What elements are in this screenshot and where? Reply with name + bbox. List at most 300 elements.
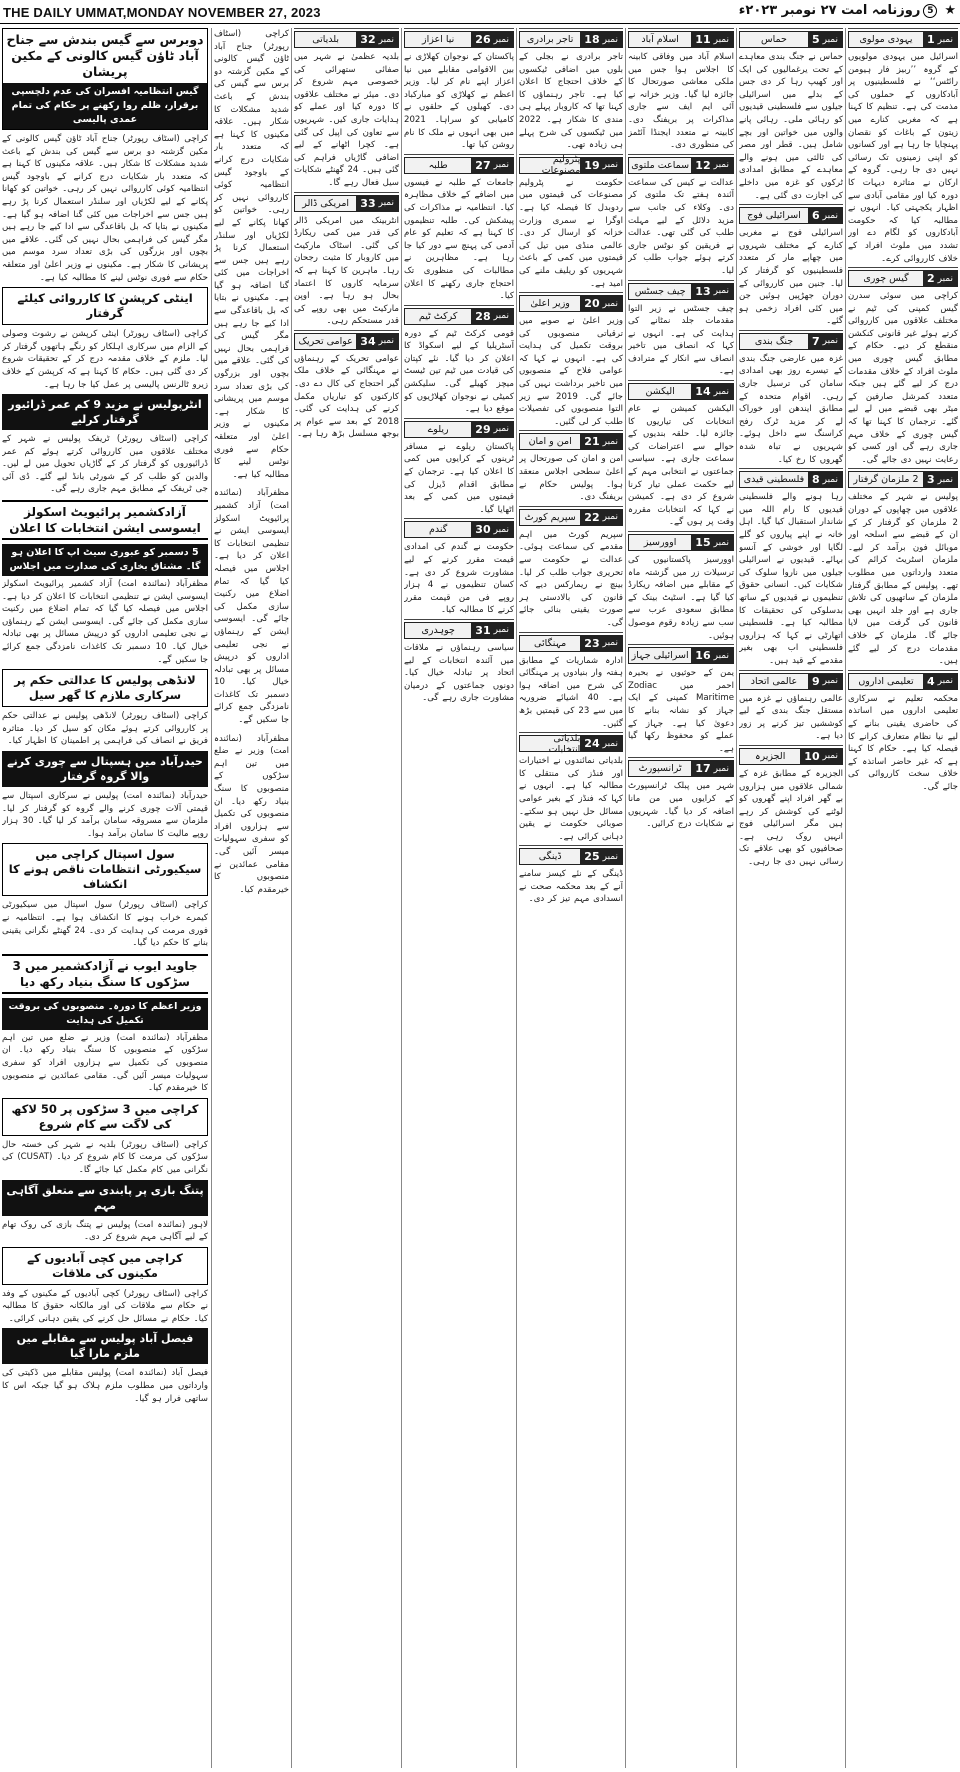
news-brief-number-value: 9: [811, 674, 820, 688]
story-band-1-headline: آزادکشمیر پرائیویٹ اسکولز ایسوسی ایشن انتخابات کا اعلان: [9, 505, 201, 536]
story-band-1-body: مظفرآباد (نمائندہ امت) آزاد کشمیر پرائیویٹ اسکولز ایسوسی ایشن نے تنظیمی انتخابات کا اعلان کر دیا ہے۔ اجلاس میں فیصلہ کیا گیا کہ تمام اضلاع میں رکنیت سازی مکمل کی جائے گی۔ ایسوسی ایشن کے رہنماؤں نے نجی تعلیمی اداروں کو درپیش مسائل پر بھی تبادلہ خیال کیا۔ 10 دسمبر تک کاغذات نامزدگی جمع کرائے جا سکیں گے۔: [2, 579, 208, 665]
news-brief: [739, 670, 843, 743]
news-brief: [519, 292, 623, 428]
news-brief-header: [404, 521, 514, 538]
news-brief-header: [519, 732, 623, 755]
news-brief-number-label: نمبر: [822, 336, 838, 347]
masthead-urdu-text: روزنامہ امت ۲۷ نومبر ۲۰۲۳ء: [738, 3, 921, 18]
news-brief: [739, 330, 843, 466]
news-brief-topic: جنگ بندی: [740, 334, 808, 349]
news-brief-header: [628, 157, 734, 174]
news-brief: [628, 757, 734, 830]
story-box-2-body: کراچی (اسٹاف رپورٹر) لانڈھی پولیس نے عدالتی حکم پر کارروائی کرتے ہوئے مکان کو سیل کر دیا۔ متاثرہ فریق نے انصاف کی فراہمی پر اطمینان کا اظہار کیا۔: [2, 711, 208, 747]
news-brief-number-value: 1: [926, 33, 935, 46]
news-brief-header: [404, 157, 514, 174]
news-brief-body: غزہ میں عارضی جنگ بندی کے تیسرے روز بھی امدادی سامان کی ترسیل جاری رہی۔ اقوام متحدہ کے مطابق ایندھن اور خوراک لے کر مزید ٹرک رفح کراسنگ سے داخل ہوئے۔ شہریوں نے تباہ شدہ گھروں کا رخ کیا۔: [739, 353, 843, 465]
news-brief-body: اوورسیز پاکستانیوں کی ترسیلات زر میں گزشتہ ماہ کے مقابلے میں اضافہ ریکارڈ کیا گیا ہے۔ اسٹیٹ بینک کے مطابق سعودی عرب سے سب سے زیادہ رقوم موصول ہوئیں۔: [628, 555, 734, 641]
news-brief-header: [628, 760, 734, 777]
story-black-3: [2, 1180, 208, 1216]
news-brief-body: پاکستان کے نوجوان کھلاڑی نے بین الاقوامی مقابلے میں نیا اعزاز اپنے نام کر لیا۔ وزیر اعظم نے کھلاڑی کو مبارکباد دی۔ کھیلوں کے حلقوں نے کامیابی کو سراہا۔ 2021 میں بھی انہوں نے ملک کا نام روشن کیا تھا۔: [404, 52, 514, 151]
news-brief-topic: الجزیرہ: [740, 749, 800, 764]
news-brief-body: بلدیہ عظمیٰ نے شہر میں صفائی ستھرائی کی خصوصی مہم شروع کر دی۔ میئر نے مختلف علاقوں کا دورہ کیا اور عملے کو ہدایات جاری کیں۔ شہریوں سے تعاون کی اپیل کی گئی ہے۔ کچرا اٹھانے کے لیے اضافی گاڑیاں فراہم کی گئی ہیں۔ 24 گھنٹے شکایات سیل فعال رہے گا۔: [294, 52, 399, 188]
news-brief-number: [471, 522, 513, 537]
news-brief-number-value: 23: [584, 636, 600, 650]
news-brief-number-label: نمبر: [602, 160, 618, 171]
news-brief-number-label: نمبر: [493, 424, 509, 435]
news-brief-body: عدالت نے کیس کی سماعت آئندہ ہفتے تک ملتوی کر دی۔ وکلاء کی جانب سے مزید دلائل کے لیے مہلت طلب کی گئی تھی۔ عدالت نے فریقین کو نوٹس جاری کرتے ہوئے جواب طلب کر لیا۔: [628, 177, 734, 276]
story-black-4-headline: فیصل آباد پولیس سے مقابلے میں ملزم مارا گیا: [16, 1332, 194, 1361]
story-black-3-headline: پتنگ بازی پر پابندی سے متعلق آگاہی مہم: [6, 1183, 204, 1212]
news-brief-number-value: 27: [475, 158, 491, 172]
news-brief-number: [691, 535, 733, 550]
news-brief-topic: وزیر اعلیٰ: [520, 296, 580, 311]
news-brief-number: [580, 636, 622, 651]
news-brief-topic: اسلام آباد: [629, 32, 691, 47]
news-brief-number: [691, 158, 733, 173]
news-brief-number: [923, 674, 957, 689]
news-brief-body: امن و امان کی صورتحال پر اعلیٰ سطحی اجلاس منعقد ہوا۔ پولیس حکام نے بریفنگ دی۔: [519, 454, 623, 503]
news-brief-topic: تعلیمی اداروں: [849, 674, 923, 689]
news-brief-topic: طلبہ: [405, 158, 471, 173]
briefs-col6: [628, 28, 734, 831]
story-band-1-strap: 5 دسمبر کو عبوری سیٹ اپ کا اعلان ہو گا۔ مشتاق بخاری کی صدارت میں اجلاس: [2, 544, 208, 576]
news-brief: [628, 280, 734, 379]
news-brief: [739, 28, 843, 202]
news-brief-number-value: 13: [695, 284, 711, 298]
news-brief: [628, 531, 734, 642]
news-brief-number-value: 29: [475, 422, 491, 436]
news-brief-number-label: نمبر: [602, 638, 618, 649]
briefs-col5: [519, 28, 623, 906]
news-brief-header: [848, 31, 958, 48]
story-black-3-body: لاہور (نمائندہ امت) پولیس نے پتنگ بازی کی روک تھام کے لیے آگاہی مہم شروع کر دی۔: [2, 1219, 208, 1243]
news-brief-header: [519, 154, 623, 177]
news-brief-number-value: 11: [695, 33, 711, 46]
news-brief-number-label: نمبر: [602, 851, 618, 862]
news-brief-number-value: 14: [695, 385, 711, 399]
briefs-col7: [739, 28, 843, 869]
news-brief-number: [691, 284, 733, 299]
news-brief-body: اسرائیلی فوج نے مغربی کنارے کے مختلف شہروں میں چھاپے مار کر متعدد فلسطینیوں کو گرفتار کر لیا۔ جنین میں کارروائی کے دوران جھڑپیں ہوئیں جن میں کئی افراد زخمی ہو گئے۔: [739, 228, 843, 327]
briefs-col3: [294, 28, 399, 441]
news-brief: [848, 267, 958, 466]
news-brief: [628, 28, 734, 152]
news-brief-topic: مہنگائی: [520, 636, 580, 651]
news-brief-header: [739, 748, 843, 765]
news-brief: [404, 518, 514, 617]
news-brief-number-label: نمبر: [822, 34, 838, 45]
column-4: [404, 28, 514, 1768]
news-brief-body: کراچی میں سوئی سدرن گیس کمپنی کی ٹیم نے مختلف علاقوں میں کارروائی کرتے ہوئے غیر قانونی کنکشن منقطع کر دیے۔ حکام کے مطابق گیس چوری میں ملوث افراد کے خلاف مقدمات درج کر لیے گئے ہیں جبکہ متعدد کمرشل صارفین کے میٹر بھی قبضے میں لے لیے گئے۔ ترجمان کا کہنا تھا کہ گیس چوری کے خلاف مہم جاری رہے گی اور کسی کو رعایت نہیں دی جائے گی۔: [848, 291, 958, 465]
news-brief: [404, 305, 514, 416]
news-brief-number: [471, 158, 513, 173]
news-brief-body: پولیس نے شہر کے مختلف علاقوں میں چھاپوں کے دوران 2 ملزمان کو گرفتار کر کے ان کے قبضے سے اسلحہ اور موبائل فون برآمد کر لیے۔ ملزمان اسٹریٹ کرائم کی متعدد وارداتوں میں مطلوب تھے۔ پولیس کے مطابق گرفتار ملزمان کے ساتھیوں کی تلاش جاری ہے اور جلد انہیں بھی قانون کی گرفت میں لایا جائے گا۔ ملزمان کے خلاف مقدمات درج کر لیے گئے ہیں۔: [848, 492, 958, 667]
news-brief-topic: اسرائیلی فوج: [740, 208, 808, 223]
masthead: [0, 0, 960, 24]
news-brief-number-value: 2: [926, 272, 935, 286]
news-brief-number: [471, 32, 513, 47]
news-brief-number-value: 28: [475, 309, 491, 323]
news-brief-number-label: نمبر: [493, 625, 509, 636]
newspaper-page: [2, 28, 958, 1768]
news-brief-topic: گندم: [405, 522, 471, 537]
news-brief-topic: سماعت ملتوی: [629, 158, 691, 173]
story-black-1-headline: انٹرپولیس نے مزید 9 کم عمر ڈرائیور گرفتار کرلیے: [8, 398, 202, 427]
news-brief-header: [848, 471, 958, 488]
column-7: [739, 28, 843, 1768]
news-brief-number: [923, 271, 957, 286]
news-brief-number-label: نمبر: [822, 474, 838, 485]
news-brief-number-label: نمبر: [822, 751, 838, 762]
news-brief-topic: ریلوے: [405, 422, 471, 437]
news-brief: [628, 154, 734, 278]
news-brief-body: محکمہ تعلیم نے سرکاری تعلیمی اداروں میں اساتذہ کی حاضری یقینی بنانے کے لیے نیا نظام متعارف کرانے کا فیصلہ کیا ہے۔ حکام کا کہنا ہے کہ غیر حاضر اساتذہ کے خلاف سخت کارروائی کی جائے گی۔: [848, 693, 958, 792]
news-brief: [739, 204, 843, 328]
news-brief-number: [471, 422, 513, 437]
story-black-2-headline: حیدرآباد میں ہسپتال سے چوری کرنے والا گروہ گرفتار: [7, 755, 203, 783]
news-brief-number-label: نمبر: [378, 336, 394, 347]
news-brief-number-value: 20: [584, 297, 600, 311]
news-brief-topic: ٹرانسپورٹ: [629, 761, 691, 776]
story-box-5-headline: کراچی میں کچی آبادیوں کے مکینوں کی ملاقات: [27, 1250, 183, 1280]
lead-story: [2, 28, 208, 130]
news-brief-number-value: 30: [475, 523, 491, 537]
news-brief-topic: چیف جسٹس: [629, 284, 691, 299]
news-brief: [519, 845, 623, 906]
news-brief-body: اسرائیل میں یہودی مولویوں کے گروہ ’’ربیز فار ہیومن رائٹس‘‘ نے فلسطینیوں پر آبادکاروں کے حملوں کی مذمت کی ہے۔ تنظیم کا کہنا ہے کہ مغربی کنارے میں زیتون کے باغات کو نقصان پہنچایا جا رہا ہے اور کسانوں کو اپنی زمینوں تک رسائی نہیں دی جا رہی۔ گروہ کے ارکان نے متاثرہ دیہات کا دورہ کیا اور مقامی آبادی سے اظہار یکجہتی کیا۔ انہوں نے مطالبہ کیا کہ حکومت آبادکاروں کو لگام دے اور تشدد میں ملوث افراد کے خلاف کارروائی کرے۔: [848, 52, 958, 264]
news-brief-number-value: 17: [695, 762, 711, 776]
news-brief-number-label: نمبر: [713, 537, 729, 548]
news-brief-number-value: 3: [926, 473, 935, 487]
news-brief-body: سپریم کورٹ میں اہم مقدمے کی سماعت ہوئی۔ عدالت نے حکومت سے تحریری جواب طلب کر لیا۔ بینچ نے ریمارکس دیے کہ قانون کی بالادستی ہر صورت یقینی بنائی جائے گی۔: [519, 529, 623, 628]
news-brief-body: ڈینگی کے نئے کیسز سامنے آنے کے بعد محکمہ صحت نے انسدادی مہم تیز کر دی۔: [519, 869, 623, 905]
news-brief-number-label: نمبر: [602, 512, 618, 523]
news-brief-number-label: نمبر: [493, 524, 509, 535]
news-brief-number-value: 26: [475, 33, 491, 46]
news-brief-number-value: 33: [360, 196, 376, 210]
news-brief-number-value: 31: [475, 623, 491, 637]
news-brief: [519, 506, 623, 630]
news-brief-number: [580, 434, 622, 449]
news-brief: [519, 154, 623, 290]
story-box-4: [2, 1098, 208, 1136]
news-brief-topic: پٹرولیم مصنوعات: [520, 158, 580, 173]
news-brief: [294, 192, 399, 328]
news-brief-number-label: نمبر: [493, 311, 509, 322]
news-brief-number-value: 32: [360, 33, 376, 46]
story-black-2: [2, 751, 208, 787]
news-brief: [519, 632, 623, 731]
news-brief-number: [580, 849, 622, 864]
news-brief-header: [739, 673, 843, 690]
column-8: [848, 28, 958, 1768]
briefs-col4: [404, 28, 514, 705]
news-brief-number: [808, 334, 842, 349]
column-1: [2, 28, 208, 1768]
news-brief: [404, 154, 514, 303]
news-brief-number: [691, 32, 733, 47]
column-2-text-b: مظفرآباد (نمائندہ امت) آزاد کشمیر پرائیویٹ اسکولز ایسوسی ایشن نے تنظیمی انتخابات کا اعلان کر دیا ہے۔ اجلاس میں فیصلہ کیا گیا کہ تمام اضلاع میں رکنیت سازی مکمل کی جائے گی۔ ایسوسی ایشن کے رہنماؤں نے نجی تعلیمی اداروں کو درپیش مسائل پر بھی تبادلہ خیال کیا۔ 10 دسمبر تک کاغذات نامزدگی جمع کرائے جا سکیں گے۔: [214, 488, 289, 726]
news-brief: [519, 732, 623, 843]
news-brief-body: تاجر برادری نے بجلی کے بلوں میں اضافی ٹیکسوں کے خلاف احتجاج کا اعلان کیا ہے۔ تاجر رہنماؤں کا کہنا تھا کہ کاروبار پہلے ہی مندی کا شکار ہے۔ 2022 میں ٹیکسوں کی شرح پہلے ہی زیادہ تھی۔: [519, 52, 623, 151]
news-brief-topic: امریکی ڈالر: [295, 196, 356, 211]
news-brief-header: [404, 31, 514, 48]
news-brief-body: حکومت نے پٹرولیم مصنوعات کی قیمتوں میں ردوبدل کا فیصلہ کیا ہے۔ اوگرا نے سمری وزارت خزانہ کو ارسال کر دی۔ عالمی منڈی میں تیل کی قیمتوں میں کمی کے باعث شہریوں کو ریلیف ملنے کی امید ہے۔: [519, 177, 623, 289]
news-brief-number-value: 34: [360, 334, 376, 348]
news-brief-body: بلدیاتی نمائندوں نے اختیارات اور فنڈز کی منتقلی کا مطالبہ کیا ہے۔ انہوں نے کہا کہ فنڈز کے بغیر عوامی مسائل حل نہیں ہو سکتے۔ صوبائی حکومت نے یقین دہانی کرائی ہے۔: [519, 756, 623, 842]
news-brief-header: [519, 509, 623, 526]
news-brief-number: [356, 32, 398, 47]
news-brief-number: [471, 623, 513, 638]
news-brief-number: [808, 472, 842, 487]
news-brief-number-label: نمبر: [937, 474, 953, 485]
news-brief-topic: کرکٹ ٹیم: [405, 309, 471, 324]
story-band-1: [2, 500, 208, 540]
news-brief-body: الیکشن کمیشن نے عام انتخابات کی تیاریوں کا جائزہ لیا۔ حلقہ بندیوں کے حوالے سے اعتراضات کی سماعت جاری ہے۔ سیاسی جماعتوں نے انتخابی مہم کے لیے حکمت عملی تیار کرنا شروع کر دی ہے۔ کمیشن نے کہا کہ انتخابات مقررہ وقت پر ہوں گے۔: [628, 404, 734, 528]
page-number: 5: [923, 4, 937, 18]
news-brief-header: [628, 647, 734, 664]
news-brief-number-label: نمبر: [713, 650, 729, 661]
news-brief-number-label: نمبر: [378, 198, 394, 209]
news-brief-topic: تاجر برادری: [520, 32, 580, 47]
news-brief-number-value: 21: [584, 435, 600, 449]
column-2: [214, 28, 289, 1768]
story-box-4-headline: کراچی میں 3 سڑکوں پر 50 لاکھ کی لاگت سے کام شروع: [11, 1101, 199, 1131]
story-black-1: [2, 394, 208, 430]
story-box-3-headline: سول اسپتال کراچی میں سیکیورٹی انتظامات ناقص ہونے کا انکشاف: [8, 847, 202, 892]
news-brief-body: چیف جسٹس نے زیر التوا مقدمات جلد نمٹانے کی ہدایت کی ہے۔ انہوں نے کہا کہ انصاف میں تاخیر انصاف سے انکار کے مترادف ہے۔: [628, 303, 734, 377]
news-brief: [519, 28, 623, 152]
news-brief-topic: یہودی مولوی: [849, 32, 923, 47]
news-brief-number: [691, 384, 733, 399]
news-brief-topic: عالمی اتحاد: [740, 674, 808, 689]
news-brief-number: [356, 334, 398, 349]
news-brief: [404, 28, 514, 152]
news-brief-number: [580, 736, 622, 751]
news-brief: [628, 644, 734, 755]
news-brief-topic: بلدیاتی انتخابات: [520, 736, 580, 751]
masthead-urdu: [739, 3, 956, 18]
news-brief-number-value: 6: [811, 209, 820, 223]
news-brief: [848, 468, 958, 667]
news-brief-topic: اوورسیز: [629, 535, 691, 550]
column-2-text-c: مظفرآباد (نمائندہ امت) وزیر نے ضلع میں تین اہم سڑکوں کے منصوبوں کا سنگ بنیاد رکھ دیا۔ ان منصوبوں کی تکمیل سے ہزاروں افراد کو سفری سہولیات میسر آئیں گی۔ مقامی عمائدین نے منصوبوں کا خیرمقدم کیا۔: [214, 733, 289, 895]
news-brief-header: [294, 333, 399, 350]
news-brief-body: عالمی رہنماؤں نے غزہ میں مستقل جنگ بندی کے لیے کوششیں تیز کرنے پر زور دیا ہے۔: [739, 693, 843, 742]
story-black-2-body: حیدرآباد (نمائندہ امت) پولیس نے سرکاری اسپتال سے قیمتی آلات چوری کرنے والے گروہ کو گرفتار کر لیا۔ ملزمان سے مسروقہ سامان برآمد کر لیا گیا۔ 30 ہزار روپے مالیت کا سامان برآمد ہوا۔: [2, 791, 208, 839]
story-box-3: [2, 843, 208, 896]
news-brief-header: [628, 383, 734, 400]
news-brief-topic: الیکشن: [629, 384, 691, 399]
news-brief-number-value: 22: [584, 510, 600, 524]
news-brief-topic: گیس چوری: [849, 271, 923, 286]
news-brief-header: [628, 283, 734, 300]
news-brief-number: [471, 309, 513, 324]
news-brief-number-value: 7: [811, 334, 820, 348]
news-brief-number: [580, 296, 622, 311]
news-brief-topic: فلسطینی قیدی: [740, 472, 808, 487]
news-brief-header: [739, 207, 843, 224]
star-icon: ★: [944, 3, 956, 18]
story-box-3-body: کراچی (اسٹاف رپورٹر) سول اسپتال میں سیکیورٹی کیمرے خراب ہونے کا انکشاف ہوا ہے۔ انتظامیہ نے فوری مرمت کی ہدایت کر دی۔ 24 گھنٹے نگرانی یقینی بنانے کا حکم دیا گیا۔: [2, 900, 208, 949]
news-brief-body: سیاسی رہنماؤں نے ملاقات میں آئندہ انتخابات کے لیے اتحاد پر تبادلہ خیال کیا۔ دونوں جماعتوں کے درمیان مشاورت جاری رہے گی۔: [404, 642, 514, 704]
news-brief-number-value: 15: [695, 536, 711, 549]
story-box-1-headline: اینٹی کرپشن کا کارروائی کیلئے گرفتار: [17, 291, 193, 321]
news-brief-number-value: 12: [695, 158, 711, 172]
news-brief-number-label: نمبر: [602, 34, 618, 45]
news-brief: [739, 745, 843, 869]
story-box-4-body: کراچی (اسٹاف رپورٹر) بلدیہ نے شہر کی خستہ حال سڑکوں کی مرمت کا کام شروع کر دیا۔ (CUSAT) کی نگرانی میں کام مکمل کیا جائے گا۔: [2, 1139, 208, 1175]
news-brief-number-label: نمبر: [937, 676, 953, 687]
story-box-2-headline: لانڈھی پولیس کا عدالتی حکم پر سرکاری ملازم کا گھر سیل: [14, 673, 196, 703]
news-brief-header: [519, 433, 623, 450]
news-brief-body: انٹربینک میں امریکی ڈالر کی قدر میں کمی ریکارڈ کی گئی۔ اسٹاک مارکیٹ میں کاروبار کا مثبت رجحان رہا۔ ماہرین کا کہنا ہے کہ سرمایہ کاروں کا اعتماد بحال ہو رہا ہے۔ اوپن مارکیٹ میں بھی روپے کی قدر مستحکم رہی۔: [294, 215, 399, 327]
news-brief-number-label: نمبر: [602, 738, 618, 749]
news-brief-body: اسلام آباد میں وفاقی کابینہ کا اجلاس ہوا جس میں ملکی معاشی صورتحال کا جائزہ لیا گیا۔ وزیر خزانہ نے آئی ایم ایف سے جاری مذاکرات پر بریفنگ دی۔ کابینہ نے متعدد ایجنڈا آئٹمز کی منظوری دی۔: [628, 52, 734, 151]
masthead-english: THE DAILY UMMAT,MONDAY NOVEMBER 27, 2023: [3, 5, 321, 20]
news-brief-header: [294, 195, 399, 212]
news-brief-header: [739, 333, 843, 350]
news-brief-number-value: 5: [811, 33, 820, 46]
story-black-1-body: کراچی (اسٹاف رپورٹر) ٹریفک پولیس نے شہر کے مختلف علاقوں میں کارروائی کرتے ہوئے کم عمر ڈرائیوروں کو گرفتار کر کے گاڑیاں تحویل میں لے لیں۔ والدین کو طلب کر کے شورٹی بانڈ لیے گئے۔ ڈی آئی جی ٹریفک کے مطابق مہم جاری رہے گی۔: [2, 434, 208, 495]
news-brief: [294, 28, 399, 190]
news-brief-number: [923, 32, 957, 47]
news-brief-topic: عوامی تحریک: [295, 334, 356, 349]
news-brief-number-label: نمبر: [602, 436, 618, 447]
story-box-5-body: کراچی (اسٹاف رپورٹر) کچی آبادیوں کے مکینوں کے وفد نے حکام سے ملاقات کی اور مالکانہ حقوق کا مطالبہ کیا۔ حکام نے مسائل حل کرنے کی یقین دہانی کرائی۔: [2, 1288, 208, 1324]
news-brief-number-label: نمبر: [937, 34, 953, 45]
news-brief-topic: نیا اعزاز: [405, 32, 471, 47]
news-brief-body: حکومت نے گندم کی امدادی قیمت مقرر کرنے کے لیے مشاورت شروع کر دی ہے۔ کسان تنظیموں نے 4 ہزار روپے فی من قیمت مقرر کرنے کا مطالبہ کیا۔: [404, 542, 514, 616]
news-brief-number: [808, 208, 842, 223]
column-6: [628, 28, 734, 1768]
lead-strap: گیس انتظامیہ افسران کی عدم دلچسپی برقرار، ظلم روا رکھنے پر حکام کی تمام عمدی پالیسی: [3, 83, 207, 129]
news-brief-header: [519, 295, 623, 312]
news-brief-topic: 2 ملزمان گرفتار: [849, 472, 923, 487]
news-brief-header: [404, 308, 514, 325]
news-brief-number-label: نمبر: [713, 160, 729, 171]
story-box-1: [2, 287, 208, 325]
news-brief-number-label: نمبر: [378, 34, 394, 45]
news-brief: [848, 670, 958, 794]
news-brief-number-value: 24: [584, 737, 600, 751]
news-brief-number: [356, 196, 398, 211]
story-band-2-body: مظفرآباد (نمائندہ امت) وزیر نے ضلع میں تین اہم سڑکوں کے منصوبوں کا سنگ بنیاد رکھ دیا۔ ان منصوبوں کی تکمیل سے ہزاروں افراد کو سفری سہولیات میسر آئیں گی۔ مقامی عمائدین نے منصوبوں کا خیرمقدم کیا۔: [2, 1032, 208, 1094]
news-brief: [519, 430, 623, 503]
news-brief-header: [628, 534, 734, 551]
column-3: [294, 28, 399, 1768]
story-band-2: [2, 954, 208, 994]
news-brief: [848, 28, 958, 265]
story-band-2-strap: وزیر اعظم کا دورہ۔ منصوبوں کی بروقت تکمیل کی ہدایت: [2, 998, 208, 1030]
news-brief-topic: حماس: [740, 32, 808, 47]
news-brief-topic: بلدیاتی: [295, 32, 356, 47]
news-brief-number-label: نمبر: [602, 298, 618, 309]
news-brief-header: [739, 31, 843, 48]
news-brief-number-label: نمبر: [713, 763, 729, 774]
news-brief-number-label: نمبر: [713, 286, 729, 296]
news-brief-header: [848, 270, 958, 287]
story-black-4: [2, 1328, 208, 1364]
story-box-5: [2, 1247, 208, 1285]
news-brief-number: [580, 158, 622, 173]
news-brief-number-label: نمبر: [493, 160, 509, 171]
news-brief-number-label: نمبر: [937, 273, 953, 284]
news-brief-body: حماس نے جنگ بندی معاہدے کے تحت یرغمالیوں کی ایک اور کھیپ رہا کر دی جس کے بدلے میں اسرائیلی جیلوں سے فلسطینی قیدیوں کو رہائی ملی۔ رہائی پانے والوں میں خواتین اور بچے شامل ہیں۔ قطر اور مصر کی ثالثی میں ہونے والے معاہدے کے مطابق امدادی ٹرکوں کو غزہ میں داخلے کی اجازت دی گئی ہے۔: [739, 52, 843, 201]
column-5: [519, 28, 623, 1768]
news-brief: [404, 619, 514, 705]
briefs-col8: [848, 28, 958, 793]
news-brief-header: [404, 421, 514, 438]
news-brief-header: [404, 622, 514, 639]
news-brief-number-value: 4: [926, 674, 935, 688]
news-brief-body: رہا ہونے والے فلسطینی قیدیوں کا رام اللہ میں شاندار استقبال کیا گیا۔ اہل خانہ نے اپنے پیاروں کو گلے لگایا اور خوشی کے آنسو بہائے۔ قیدیوں نے اسرائیلی جیلوں میں ناروا سلوک کی شکایات کیں۔ انسانی حقوق تنظیموں نے قیدیوں کے ساتھ بدسلوکی کی تحقیقات کا مطالبہ کیا ہے۔ فلسطینی اتھارٹی نے کہا کہ ہزاروں فلسطینی اب بھی بغیر مقدمے کے قید ہیں۔: [739, 492, 843, 666]
news-brief-topic: چوہدری: [405, 623, 471, 638]
news-brief-number-value: 16: [695, 649, 711, 663]
story-band-2-headline: جاوید ایوب نے آزادکشمیر میں 3 سڑکوں کا سنگ بنیاد رکھ دیا: [12, 958, 198, 989]
news-brief-header: [628, 31, 734, 48]
news-brief-body: عوامی تحریک کے رہنماؤں نے مہنگائی کے خلاف ملک گیر احتجاج کی کال دے دی۔ کارکنوں کو تیاریاں مکمل کرنے کی ہدایت کی گئی۔ 2018 کے بعد سے عوام پر بوجھ مسلسل بڑھ رہا ہے۔: [294, 353, 399, 440]
news-brief-number: [691, 648, 733, 663]
news-brief-header: [848, 673, 958, 690]
column-2-text: کراچی (اسٹاف رپورٹر) جناح آباد ٹاؤن گیس کالونی کے مکین گزشتہ دو برس سے گیس کی بندش کے باعث شدید مشکلات کا شکار ہیں۔ علاقہ مکینوں کا کہنا ہے کہ متعدد بار شکایات درج کرانے کے باوجود گیس انتظامیہ کوئی کارروائی نہیں کر رہی۔ خواتین کو کھانا پکانے کے لیے لکڑیاں اور سلنڈر استعمال کرنا پڑ رہے ہیں جس سے اخراجات میں کئی گنا اضافہ ہو گیا ہے۔ مکینوں نے بتایا کہ بل باقاعدگی سے ادا کیے جا رہے ہیں مگر گیس کی فراہمی بحال نہیں کی گئی۔ علاقے میں بچوں اور بزرگوں کی بڑی تعداد سرد موسم میں پریشانی کا شکار ہے۔ مکینوں نے وزیر اعلیٰ اور متعلقہ حکام سے فوری نوٹس لینے کا مطالبہ کیا ہے۔: [214, 29, 289, 480]
news-brief-body: پاکستان ریلوے نے مسافر ٹرینوں کے کرایوں میں کمی کا اعلان کیا ہے۔ ترجمان کے مطابق اقدام ڈیزل کی قیمتوں میں کمی کے بعد اٹھایا گیا۔: [404, 441, 514, 515]
news-brief: [404, 418, 514, 517]
news-brief-header: [739, 471, 843, 488]
news-brief-header: [519, 31, 623, 48]
news-brief-number: [580, 32, 622, 47]
story-black-4-body: فیصل آباد (نمائندہ امت) پولیس مقابلے میں ڈکیتی کی وارداتوں میں مطلوب ملزم ہلاک ہو گیا جبکہ اس کا ساتھی فرار ہو گیا۔: [2, 1368, 208, 1404]
news-brief-number-label: نمبر: [822, 210, 838, 221]
news-brief-body: یمن کے حوثیوں نے بحیرہ احمر میں Zodiac Maritime کمپنی کے ایک جہاز کو نشانہ بنانے کا دعویٰ کیا ہے۔ جہاز کے عملے کو محفوظ رکھا گیا ہے۔: [628, 668, 734, 754]
news-brief-number-value: 19: [584, 158, 600, 172]
news-brief-body: ادارہ شماریات کے مطابق ہفتہ وار بنیادوں پر مہنگائی کی شرح میں اضافہ ہوا ہے۔ 40 اشیائے ضروریہ میں سے 23 کی قیمتیں بڑھ گئیں۔: [519, 655, 623, 729]
news-brief-number: [800, 749, 842, 764]
news-brief-body: شہر میں پبلک ٹرانسپورٹ کے کرایوں میں من مانا اضافہ کر دیا گیا۔ شہریوں نے شکایات درج کرائیں۔: [628, 781, 734, 830]
news-brief-number: [580, 510, 622, 525]
news-brief-number-label: نمبر: [822, 676, 838, 687]
news-brief-number-label: نمبر: [713, 34, 729, 45]
lead-headline: دوبرس سے گیس بندش سے جناح آباد ٹاؤن گیس کالونی کے مکین پریشان: [6, 32, 204, 79]
news-brief-topic: امن و امان: [520, 434, 580, 449]
news-brief-number: [923, 472, 957, 487]
news-brief-body: الجزیرہ کے مطابق غزہ کے شمالی علاقوں میں ہزاروں بے گھر افراد اپنے گھروں کو لوٹنے کی کوشش کر رہے ہیں مگر اسرائیلی فوج انہیں روک رہی ہے۔ صحافیوں کو بھی علاقے تک رسائی نہیں دی جا رہی۔: [739, 768, 843, 868]
lead-body: کراچی (اسٹاف رپورٹر) جناح آباد ٹاؤن گیس کالونی کے مکین گزشتہ دو برس سے گیس کی بندش کے باعث شدید مشکلات کا شکار ہیں۔ علاقہ مکینوں کا کہنا ہے کہ متعدد بار شکایات درج کرانے کے باوجود گیس انتظامیہ کوئی کارروائی نہیں کر رہی۔ خواتین کو کھانا پکانے کے لیے لکڑیاں اور سلنڈر استعمال کرنا پڑ رہے ہیں جس سے اخراجات میں کئی گنا اضافہ ہو گیا ہے۔ مکینوں نے بتایا کہ بل باقاعدگی سے ادا کیے جا رہے ہیں مگر گیس کی فراہمی بحال نہیں کی گئی۔ علاقے میں بچوں اور بزرگوں کی بڑی تعداد سرد موسم میں پریشانی کا شکار ہے۔ مکینوں نے وزیر اعلیٰ اور متعلقہ حکام سے فوری نوٹس لینے کا مطالبہ کیا ہے۔: [2, 134, 208, 283]
news-brief-header: [519, 635, 623, 652]
news-brief-number: [808, 674, 842, 689]
story-box-1-body: کراچی (اسٹاف رپورٹر) اینٹی کرپشن نے رشوت وصولی کے الزام میں سرکاری اہلکار کو رنگے ہاتھوں گرفتار کر لیا۔ ملزم کے خلاف مقدمہ درج کر کے تحقیقات شروع کر دی گئی ہیں۔ حکام کا کہنا ہے کہ کرپشن کے خلاف زیرو ٹالرنس پالیسی پر عمل کیا جا رہا ہے۔: [2, 329, 208, 390]
news-brief-number: [691, 761, 733, 776]
news-brief: [739, 468, 843, 667]
news-brief-number-value: 25: [584, 850, 600, 864]
news-brief-number-label: نمبر: [493, 34, 509, 45]
news-brief-header: [294, 31, 399, 48]
news-brief-body: جامعات کے طلبہ نے فیسوں میں اضافے کے خلاف مظاہرہ کیا۔ انتظامیہ نے مذاکرات کی پیشکش کی۔ طلبہ تنظیموں کا کہنا ہے کہ تعلیم کو عام آدمی کی پہنچ سے دور کیا جا رہا ہے۔ مظاہرین نے مطالبات کی منظوری تک احتجاج جاری رکھنے کا اعلان کیا۔: [404, 177, 514, 302]
news-brief-body: قومی کرکٹ ٹیم کے دورہ آسٹریلیا کے لیے اسکواڈ کا اعلان کر دیا گیا۔ نئے کپتان کی قیادت میں ٹیم تین ٹیسٹ میچز کھیلے گی۔ سلیکشن کمیٹی نے نوجوان کھلاڑیوں کو موقع دیا ہے۔: [404, 328, 514, 415]
news-brief-number: [808, 32, 842, 47]
news-brief: [294, 330, 399, 441]
news-brief-number-label: نمبر: [713, 386, 729, 397]
story-box-2: [2, 669, 208, 707]
news-brief: [628, 380, 734, 529]
news-brief-topic: ڈینگی: [520, 849, 580, 864]
news-brief-body: وزیر اعلیٰ نے صوبے میں ترقیاتی منصوبوں کی بروقت تکمیل کی ہدایت کی ہے۔ انہوں نے کہا کہ عوامی فلاح کے منصوبوں میں تاخیر برداشت نہیں کی جائے گی۔ 2019 سے زیر التوا منصوبوں کی تفصیلات طلب کر لی گئیں۔: [519, 316, 623, 427]
news-brief-number-value: 8: [811, 473, 820, 487]
news-brief-topic: سپریم کورٹ: [520, 510, 580, 525]
news-brief-number-value: 10: [804, 749, 820, 763]
news-brief-header: [519, 848, 623, 865]
news-brief-number-value: 18: [584, 33, 600, 46]
